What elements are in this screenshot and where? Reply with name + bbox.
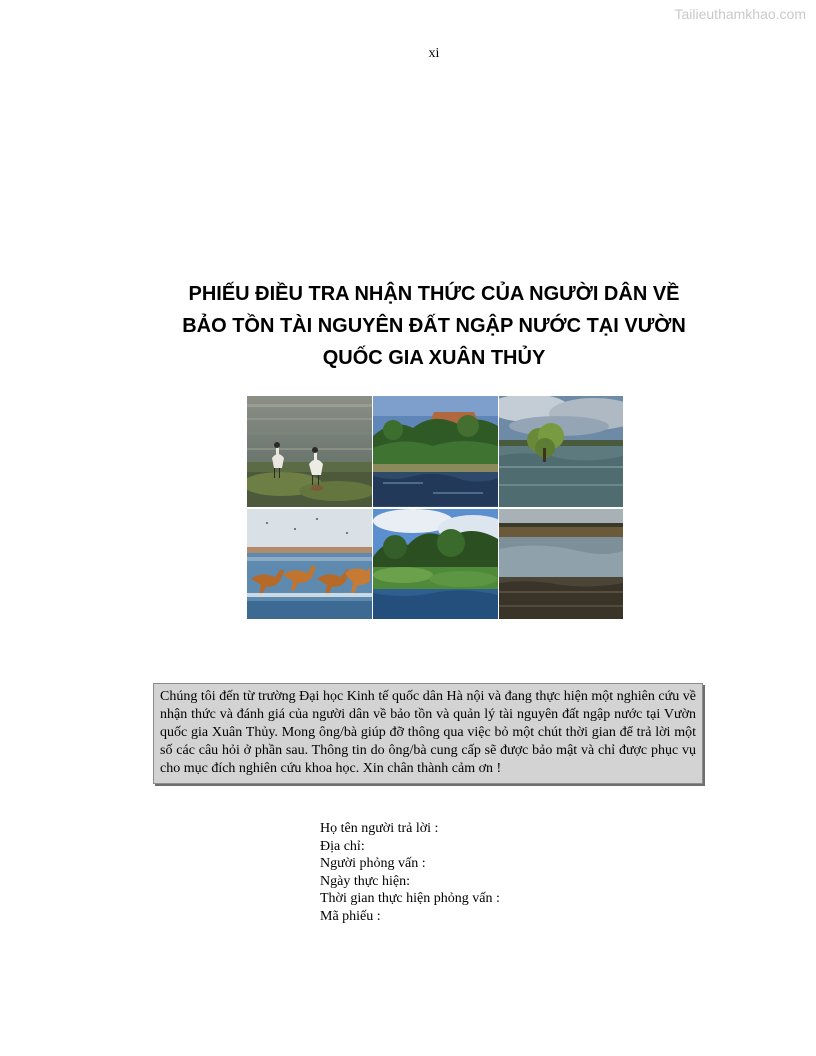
title-line: PHIẾU ĐIỀU TRA NHẬN THỨC CỦA NGƯỜI DÂN VỀ	[188, 283, 680, 305]
cliff-photo	[373, 396, 498, 507]
field-respondent-name: Họ tên người trả lời :	[320, 821, 439, 836]
deer-photo	[247, 509, 372, 619]
respondent-info-fields	[320, 820, 500, 925]
storks-photo	[247, 396, 372, 507]
marsh-water-photo	[499, 509, 623, 619]
title-line: QUỐC GIA XUÂN THỦY	[322, 347, 546, 369]
field-form-code: Mã phiếu :	[320, 908, 381, 924]
page-number: xi	[428, 46, 440, 61]
title-line: BẢO TỒN TÀI NGUYÊN ĐẤT NGẬP NƯỚC TẠI VƯỜN	[182, 315, 686, 337]
document-title	[150, 278, 718, 374]
lake-vegetation-photo	[373, 509, 498, 619]
flooded-tree-photo	[499, 396, 623, 507]
field-interview-time: Thời gian thực hiện phỏng vấn :	[320, 891, 500, 906]
field-interviewer: Người phỏng vấn :	[320, 856, 426, 871]
field-address: Địa chỉ:	[320, 838, 365, 854]
intro-text-box: Chúng tôi đến từ trường Đại học Kinh tế quốc dân Hà nội và đang thực hiện một nghiên cứu về nhận thức và đánh giá của người dân về bảo tồn và quản lý tài nguyên đất ngập nước tại Vườn quốc gia Xuân Thủy. Mong ông/bà giúp đỡ thông qua việc bỏ một chút thời gian để trả lời một số các câu hỏi ở phần sau. Thông tin do ông/bà cung cấp sẽ được bảo mật và chỉ được phục vụ cho mục đích nghiên cứu khoa học. Xin chân thành cảm ơn !	[153, 683, 703, 784]
watermark: Tailieuthamkhao.com	[674, 6, 806, 22]
wetland-photo-collage	[247, 396, 623, 619]
field-date: Ngày thực hiện:	[320, 873, 411, 889]
